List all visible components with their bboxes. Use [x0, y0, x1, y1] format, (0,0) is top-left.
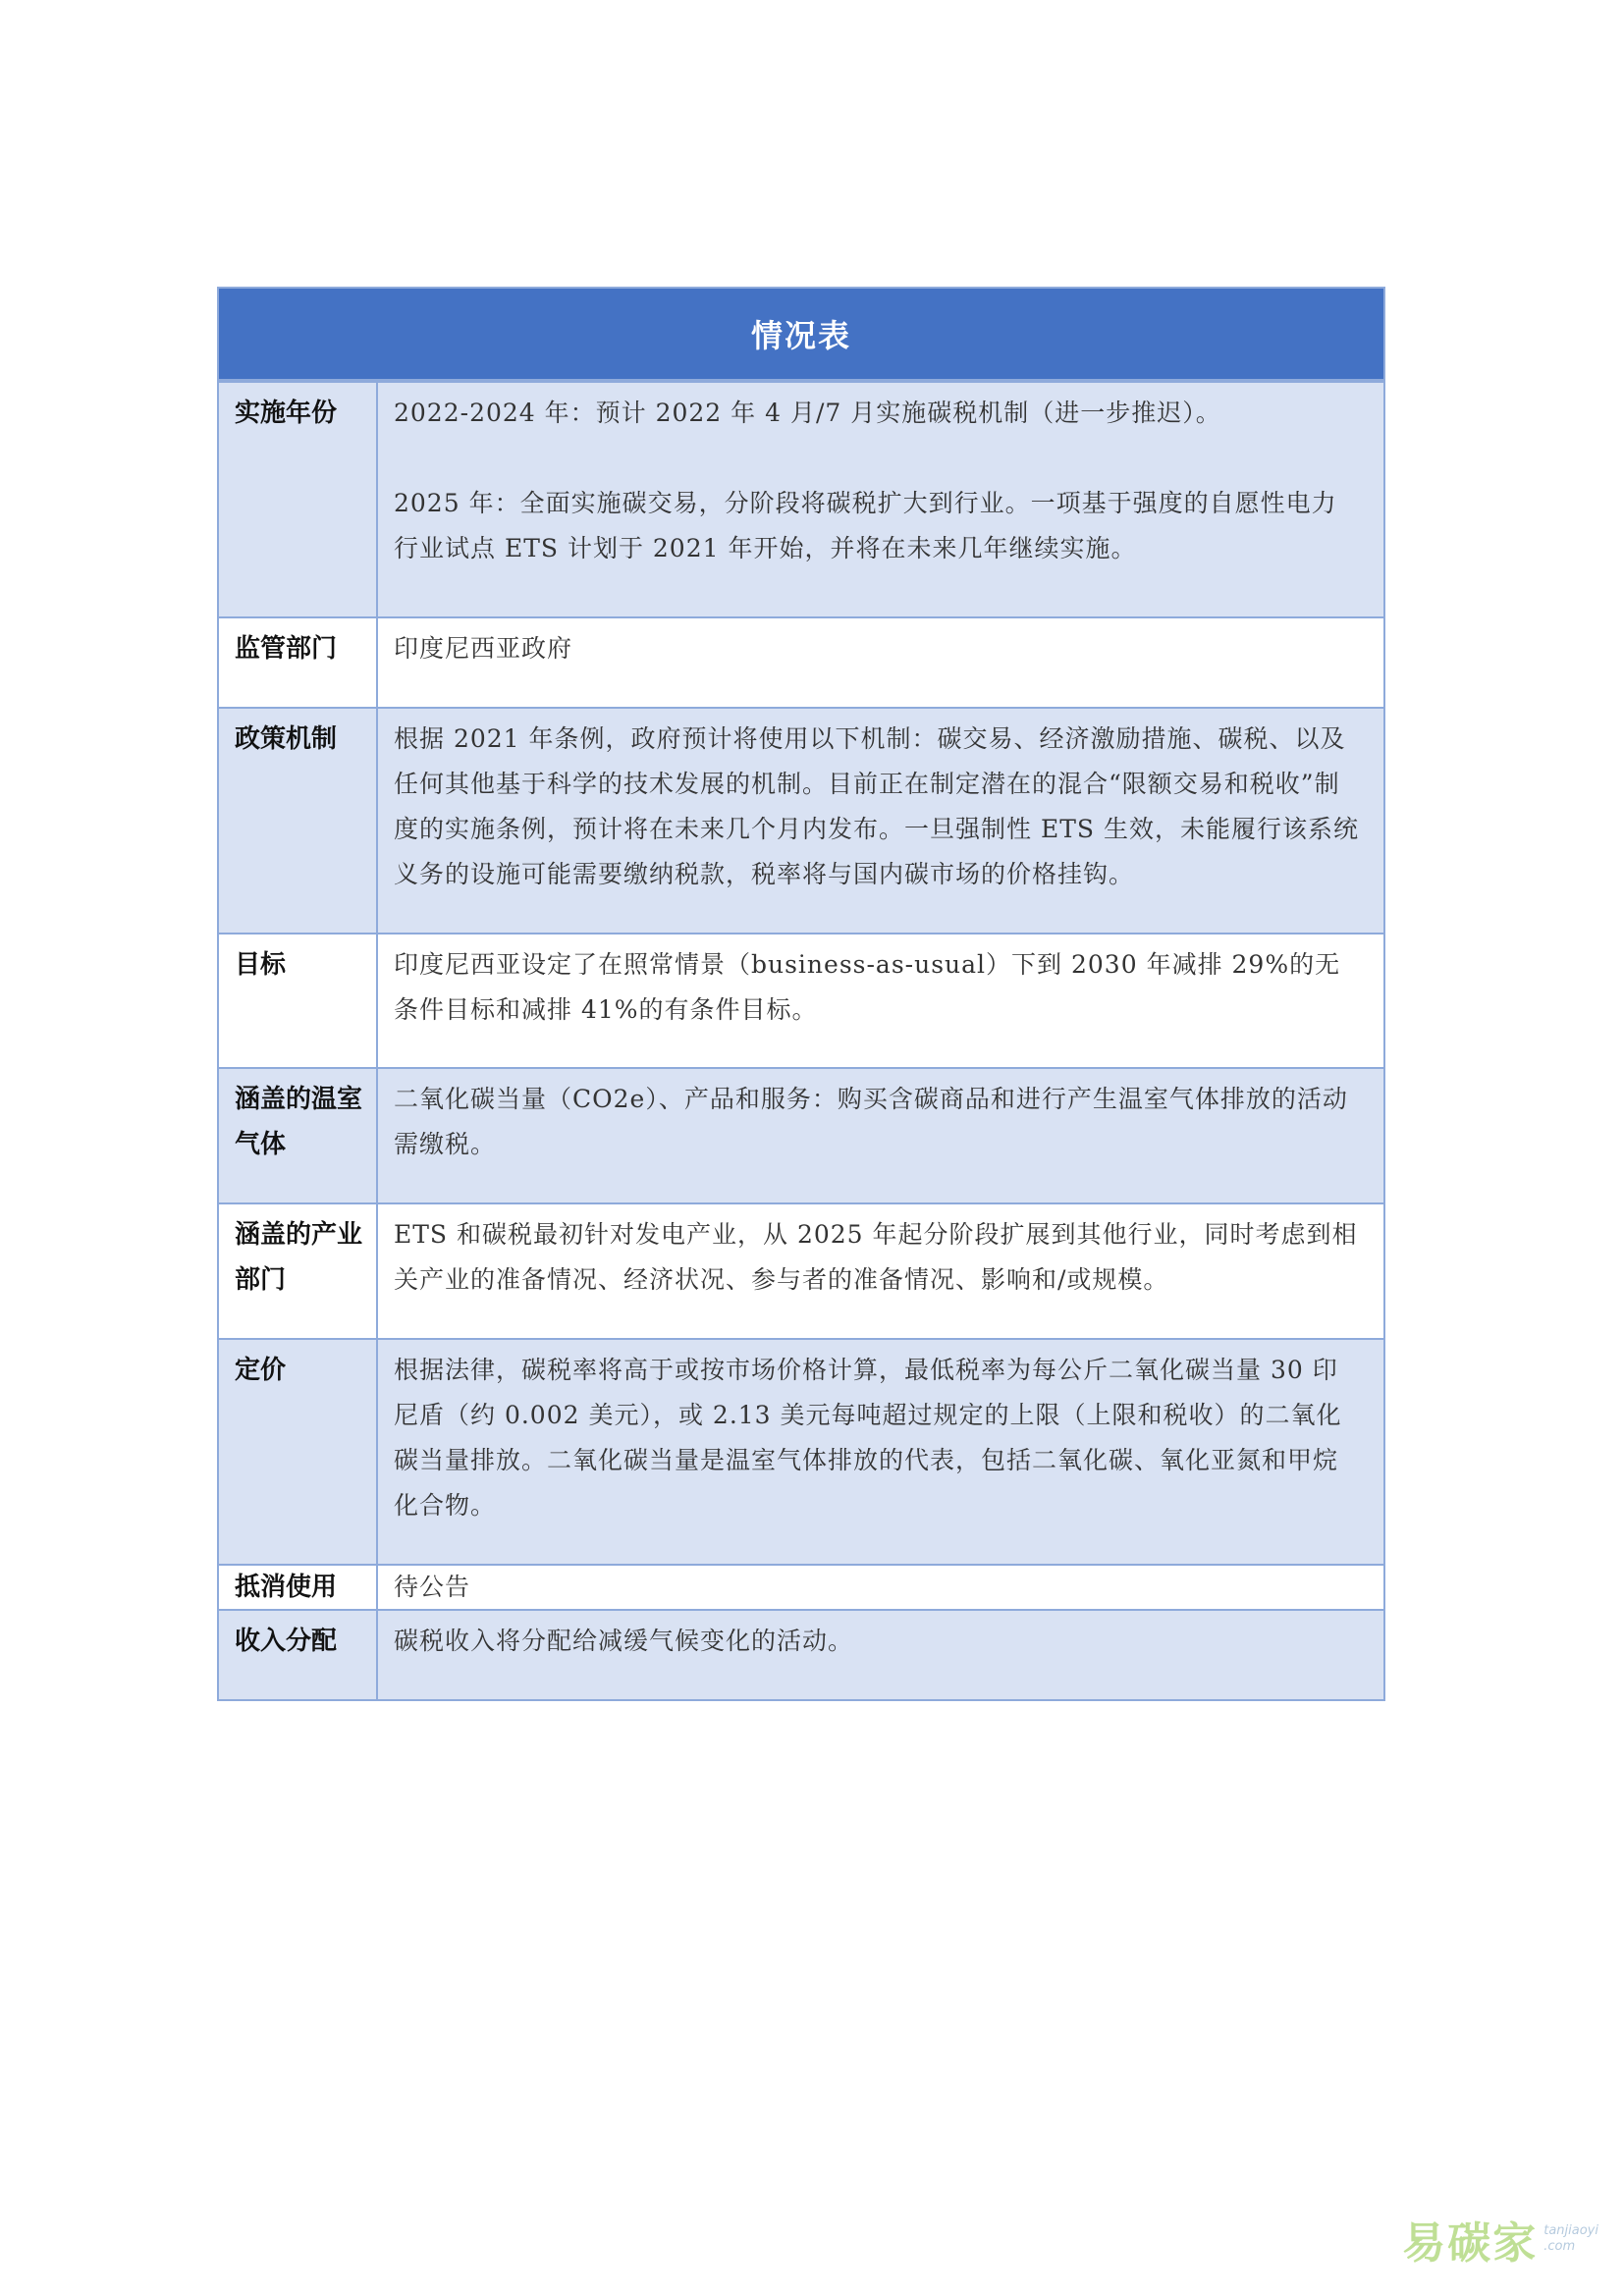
- table-row: [219, 1609, 1383, 1699]
- row-label: 抵消使用: [219, 1566, 378, 1609]
- row-label: 涵盖的温室气体: [219, 1069, 378, 1202]
- row-paragraph: 印度尼西亚政府: [394, 634, 573, 663]
- row-content: [378, 934, 1383, 1067]
- row-paragraph: 根据法律，碳税率将高于或按市场价格计算，最低税率为每公斤二氧化碳当量 30 印尼盾（约 0.002 美元），或 2.13 美元每吨超过规定的上限（上限和税收）的二氧化碳当量排放。二氧化碳当量是温室气体排放的代表，包括二氧化碳、氧化亚氮和甲烷化合物。: [394, 1356, 1342, 1520]
- watermark-logo: [1402, 2208, 1598, 2270]
- row-label: 监管部门: [219, 618, 378, 707]
- table-row: [219, 1067, 1383, 1202]
- row-content: [378, 1069, 1383, 1202]
- row-label: 涵盖的产业部门: [219, 1204, 378, 1338]
- row-paragraph: 印度尼西亚设定了在照常情景（business-as-usual）下到 2030 年减排 29%的无条件目标和减排 41%的有条件目标。: [394, 950, 1341, 1024]
- row-paragraph: 2022-2024 年：预计 2022 年 4 月/7 月实施碳税机制（进一步推迟）。: [394, 399, 1221, 427]
- row-paragraph: 根据 2021 年条例，政府预计将使用以下机制：碳交易、经济激励措施、碳税、以及任何其他基于科学的技术发展的机制。目前正在制定潜在的混合“限额交易和税收”制度的实施条例，预计将在未来几个月内发布。一旦强制性 ETS 生效，未能履行该系统义务的设施可能需要缴纳税款，税率将与国内碳市场的价格挂钩。: [394, 724, 1359, 888]
- row-label: 目标: [219, 934, 378, 1067]
- table-title: 情况表: [219, 289, 1383, 381]
- row-label: 实施年份: [219, 383, 378, 616]
- watermark-domain-line1: tanjiaoyi: [1543, 2223, 1598, 2238]
- row-label: 政策机制: [219, 709, 378, 933]
- row-content: [378, 1611, 1383, 1699]
- row-content: [378, 1204, 1383, 1338]
- table-row: [219, 1564, 1383, 1609]
- row-content: [378, 383, 1383, 616]
- row-label: 收入分配: [219, 1611, 378, 1699]
- row-paragraph: 碳税收入将分配给减缓气候变化的活动。: [394, 1627, 854, 1655]
- watermark-domain-line2: .com: [1543, 2239, 1576, 2254]
- row-content: [378, 709, 1383, 933]
- table-row: [219, 616, 1383, 707]
- info-table: [217, 287, 1385, 1701]
- table-row: [219, 1202, 1383, 1338]
- row-paragraph: 二氧化碳当量（CO2e）、产品和服务：购买含碳商品和进行产生温室气体排放的活动需缴税。: [394, 1085, 1348, 1158]
- watermark-brand: 易碳家: [1402, 2218, 1539, 2269]
- row-paragraph: 待公告: [394, 1573, 471, 1601]
- row-paragraph: 2025 年：全面实施碳交易，分阶段将碳税扩大到行业。一项基于强度的自愿性电力行业试点 ETS 计划于 2021 年开始，并将在未来几年继续实施。: [394, 489, 1337, 562]
- table-row: [219, 707, 1383, 933]
- table-row: [219, 1338, 1383, 1564]
- row-content: [378, 1566, 1383, 1609]
- row-content: [378, 618, 1383, 707]
- row-paragraph: ETS 和碳税最初针对发电产业，从 2025 年起分阶段扩展到其他行业，同时考虑到相关产业的准备情况、经济状况、参与者的准备情况、影响和/或规模。: [394, 1220, 1358, 1294]
- row-content: [378, 1340, 1383, 1564]
- table-row: [219, 381, 1383, 616]
- row-label: 定价: [219, 1340, 378, 1564]
- table-row: [219, 933, 1383, 1067]
- watermark-domain: [1543, 2223, 1598, 2255]
